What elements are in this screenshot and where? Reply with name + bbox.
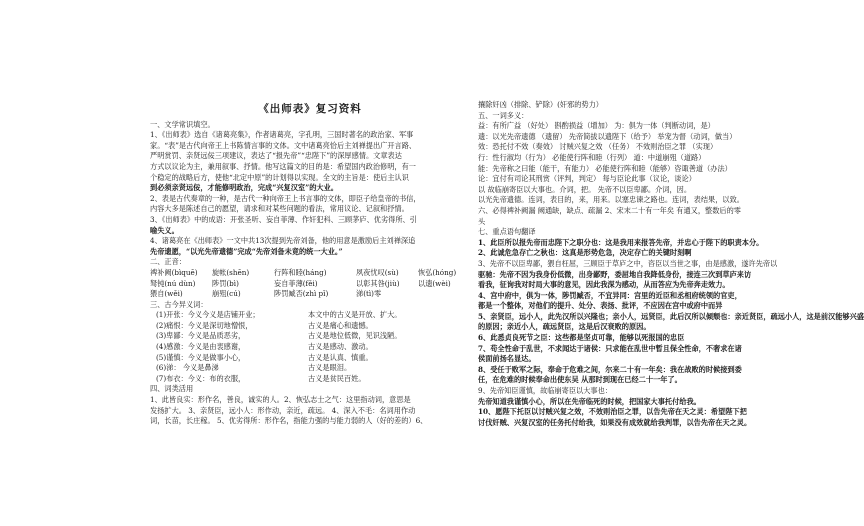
ancient-modern-cell: (2)痛恨：今义是深切地憎恨，: [156, 320, 253, 330]
translation-line: 都是一个整体，对他们的提升、处分、表扬、批评，不应因在宫中或府中而异: [478, 301, 723, 311]
translation-line: 1、此臣所以报先帝而忠陛下之职分也：这是我用来报答先帝，并忠心于陛下的职责本分。: [478, 237, 764, 247]
text-line: 先帝遗愿，“以光先帝遗德”完成“先帝刘备未竟的统一大业。”: [150, 246, 343, 256]
ancient-modern-row: [150, 353, 470, 364]
document-title: 《出师表》复习资料: [258, 103, 362, 115]
text-line: 行：性行淑均（行为） 必能使行阵和睦（行列） 道：中道崩殂（道路）: [478, 152, 706, 162]
text-line: 发扬扩大。 3、亲贤臣，远小人：形作动，亲近，疏远。 4、深入不毛：名词用作动: [150, 405, 416, 415]
text-line: 以光先帝遗德。连词，表目的，来，用来。以塞忠谏之路也。连词，表结果，以致。: [478, 195, 744, 205]
polysemy-section: [478, 100, 808, 238]
translation-line: 3、先帝不以臣卑鄙，猥自枉屈，三顾臣于草庐之中，咨臣以当世之事，由是感激，遂许先帝以: [478, 258, 778, 268]
text-line: 能：先帝称之曰能（能干，有能力） 必能使行阵和睦（能够）咨诹善道（办法）: [478, 163, 732, 173]
translation-line: 4、宫中府中，俱为一体，陟罚臧否，不宜异同：宫里的近臣和丞相府统领的官吏，: [478, 290, 742, 300]
text-line: 2、表是古代奏章的一种，是古代一种向帝王上书言事的文体，即臣子给皇帝的书信，: [150, 193, 421, 203]
ancient-modern-row: [150, 310, 470, 321]
ancient-modern-cell: 古义是感动、激动。: [308, 342, 373, 352]
text-line: 喻失义。: [150, 225, 179, 235]
left-column: [150, 104, 470, 427]
translation-line: 10、愿陛下托臣以讨贼兴复之效，不效则治臣之罪，以告先帝在天之灵：希望陛下把: [478, 407, 747, 417]
translation-line: 7、苟全性命于乱世，不求闻达于诸侯：只求能在乱世中暂且保全性命，不奢求在诸: [478, 343, 742, 353]
text-line: 家。“表”是古代向帝王上书陈情言事的文体。文中诸葛亮恰后主刘禅提出广开言路、: [150, 140, 417, 150]
ancient-modern-list: [150, 310, 470, 384]
text-line: 严明赏罚、亲贤远佞三项建议，表达了“报先帝”“忠陛下”的深厚感情。文章表达: [150, 151, 402, 161]
text-line: 1、此皆良实：形作名，善良，诚实的人。2、恢弘志士之气：这里指动词，意思是: [150, 395, 411, 405]
pronunciation-item: 崩殂(cú): [212, 289, 241, 299]
ancient-modern-cell: (4)感激：今义是由衷感谢，: [156, 342, 246, 352]
translation-line: 驱驰：先帝不因为我身份低微，出身鄙野，委屈地自我降低身份，接连三次到草庐来访: [478, 269, 752, 279]
right-column: [478, 100, 864, 428]
text-line: 方式以议论为主，兼用叙事、抒情。他写这篇文的目的是：希望国内政治修明，有一: [150, 161, 416, 171]
ancient-modern-row: [150, 331, 470, 342]
pronunciation-item: 陟罚臧否(zhì pǐ): [274, 289, 329, 299]
ancient-modern-cell: 古义是地位低微，见识浅陋。: [308, 331, 402, 341]
pronunciation-item: 以遗(wèi): [418, 278, 451, 288]
text-line: 攘除奸凶（排除、铲除）(奸邪的势力）: [478, 100, 603, 109]
translation-line: 的原因；亲近小人，疏远贤臣，这是后汉衰败的原因。: [478, 322, 651, 332]
translation-line: 5、亲贤臣，远小人，此先汉所以兴隆也；亲小人，远贤臣，此后汉所以倾颓也：亲近贤臣，疏远小人，这是前汉能够兴盛: [478, 311, 864, 321]
translation-line: 侯面前扬名显达。: [478, 354, 536, 364]
word-usage-paragraphs: [150, 395, 470, 427]
pronunciation-row: [150, 279, 470, 290]
ancient-modern-cell: (3)卑鄙：今义是品质恶劣，: [156, 331, 246, 341]
translation-line: 讨伐奸贼、兴复汉室的任务托付给我，如果没有成效就给我判罪，以告先帝在天之灵。: [478, 417, 752, 427]
text-line: 遗：以光先帝遗德 （遗留） 先帝简拔以遗陛下（给予） 举宠为督（动词，做当）: [478, 131, 737, 141]
pronunciation-row: [150, 268, 470, 279]
pronunciation-item: 裨补阙(bìquē): [150, 267, 198, 277]
ancient-modern-row: [150, 374, 470, 385]
pronunciation-item: 夙夜忧叹(sù): [356, 267, 399, 277]
text-line: 头: [478, 216, 486, 226]
ancient-modern-cell: 本文中的古义是开放、扩大。: [308, 310, 402, 320]
text-line: 个稳定的战略后方，使他“北定中原”的计划得以实现。全文的主旨是：使后主认识: [150, 172, 409, 182]
pronunciation-grid: [150, 268, 470, 300]
ancient-modern-cell: (6)涕： 今义是鼻涕: [156, 363, 219, 373]
text-line: 五、一词多义：: [478, 110, 529, 120]
literature-paragraphs: [150, 130, 470, 257]
ancient-modern-row: [150, 342, 470, 353]
translation-line: 先帝知道我谨慎小心，所以在先帝临死的时候，把国家大事托付给我。: [478, 396, 701, 406]
text-line: 4、诸葛亮在《出师表》一文中共13次提到先帝刘备，他的用意是激励后主刘禅深追: [150, 236, 416, 246]
text-line: 以 故临崩寄臣以大事也。介词，把。 先帝不以臣卑鄙。介词，因。: [478, 184, 692, 194]
text-line: 七、重点语句翻译: [478, 227, 536, 237]
text-line: 论：宜付有司论其刑赏（评判，判定） 每与臣论此事（议论，谈论）: [478, 174, 696, 184]
ancient-modern-row: [150, 321, 470, 332]
section-heading-pronunciation: 二、正音：: [150, 257, 186, 267]
ancient-modern-cell: 古义是痛心和遗憾。: [308, 320, 373, 330]
ancient-modern-cell: (7)布衣：今义：布的衣服，: [156, 373, 246, 383]
ancient-modern-cell: (1)开张：今义今义是店铺开业；: [156, 310, 260, 320]
pronunciation-item: 恢弘(hóng): [418, 267, 457, 277]
pronunciation-item: 以彰其咎(jiù): [356, 278, 400, 288]
ancient-modern-row: [150, 363, 470, 374]
section-heading-word-usage: 四、词类活用: [150, 384, 194, 394]
text-line: 3、《出师表》中的成语：开张圣听、妄自菲薄、作奸犯科、三顾茅庐、优劣得所、引: [150, 214, 417, 224]
text-line: 效：恐托付不效（奏效） 讨贼兴复之效 （任务） 不效则治臣之罪 （实现）: [478, 142, 718, 152]
text-line: 内容大多是陈述自己的愿望，请求和对某些问题的看法，常用议论、记叙和抒情。: [150, 204, 409, 214]
pronunciation-row: [150, 289, 470, 300]
translation-line: 任，在危难的时候奉命出使东吴 从那时到现在已经二十一年了。: [478, 375, 682, 385]
text-line: 词，长苗，长庄稼。 5、优劣得所：形作名，指能力强的与能力弱的人（好的差的）6、: [150, 416, 428, 426]
pronunciation-item: 驽钝(nú dùn): [150, 278, 196, 288]
pronunciation-item: 旋帐(shēn): [212, 267, 250, 277]
pronunciation-item: [418, 289, 470, 300]
translation-line: 9、先帝知臣谨慎，故临崩寄臣以大事也：: [478, 386, 612, 396]
translation-section: [478, 237, 864, 429]
ancient-modern-cell: 古义是贫民百姓。: [308, 373, 366, 383]
text-line: 益：有所广益 （好处） 斟酌损益（增加） 为：俱为一体（判断动词，是）: [478, 121, 715, 131]
translation-line: 8、受任于败军之际，奉命于危难之间，尔来二十有一年矣：我在战败的时候接到委: [478, 364, 742, 374]
text-line: 到必须亲贤远佞，才能修明政治，完成“兴复汉室”的大业。: [150, 183, 338, 193]
ancient-modern-cell: 古义是认真、慎重。: [308, 352, 373, 362]
section-heading-ancient-modern: 三、古今异义词：: [150, 299, 208, 309]
translation-line: 6、此悉贞良死节之臣：这些都是坚贞可靠，能够以死报国的忠臣: [478, 333, 685, 343]
text-line: 1、《出师表》选自《诸葛亮集》，作者诸葛亮，字孔明，三国时著名的政治家、军事: [150, 130, 414, 140]
section-heading-literature: 一、文学常识填空。: [150, 119, 215, 129]
ancient-modern-cell: 古义是眼泪。: [308, 363, 352, 373]
pronunciation-item: 妄自菲薄(fěi): [274, 278, 318, 288]
pronunciation-item: 行阵和睦(háng): [274, 267, 327, 277]
pronunciation-item: 猥自(wěi): [150, 289, 183, 299]
translation-line: 看我，征询我对时局大事的意见，因此我深为感动，从而答应为先帝奔走效力。: [478, 280, 730, 290]
translation-line: 2、此诚危急存亡之秋也：这真是形势危急，决定存亡的关键时刻啊: [478, 248, 692, 258]
ancient-modern-cell: (5)谨慎：今义是做事小心，: [156, 352, 246, 362]
pronunciation-item: 涕(tì)零: [356, 289, 382, 299]
text-line: 六、必得裨补阙漏 阙通缺，缺点、疏漏 2、宋末二十有一年矣 有通又，整数后的零: [478, 205, 741, 215]
pronunciation-item: 陟罚(bì): [212, 278, 239, 288]
